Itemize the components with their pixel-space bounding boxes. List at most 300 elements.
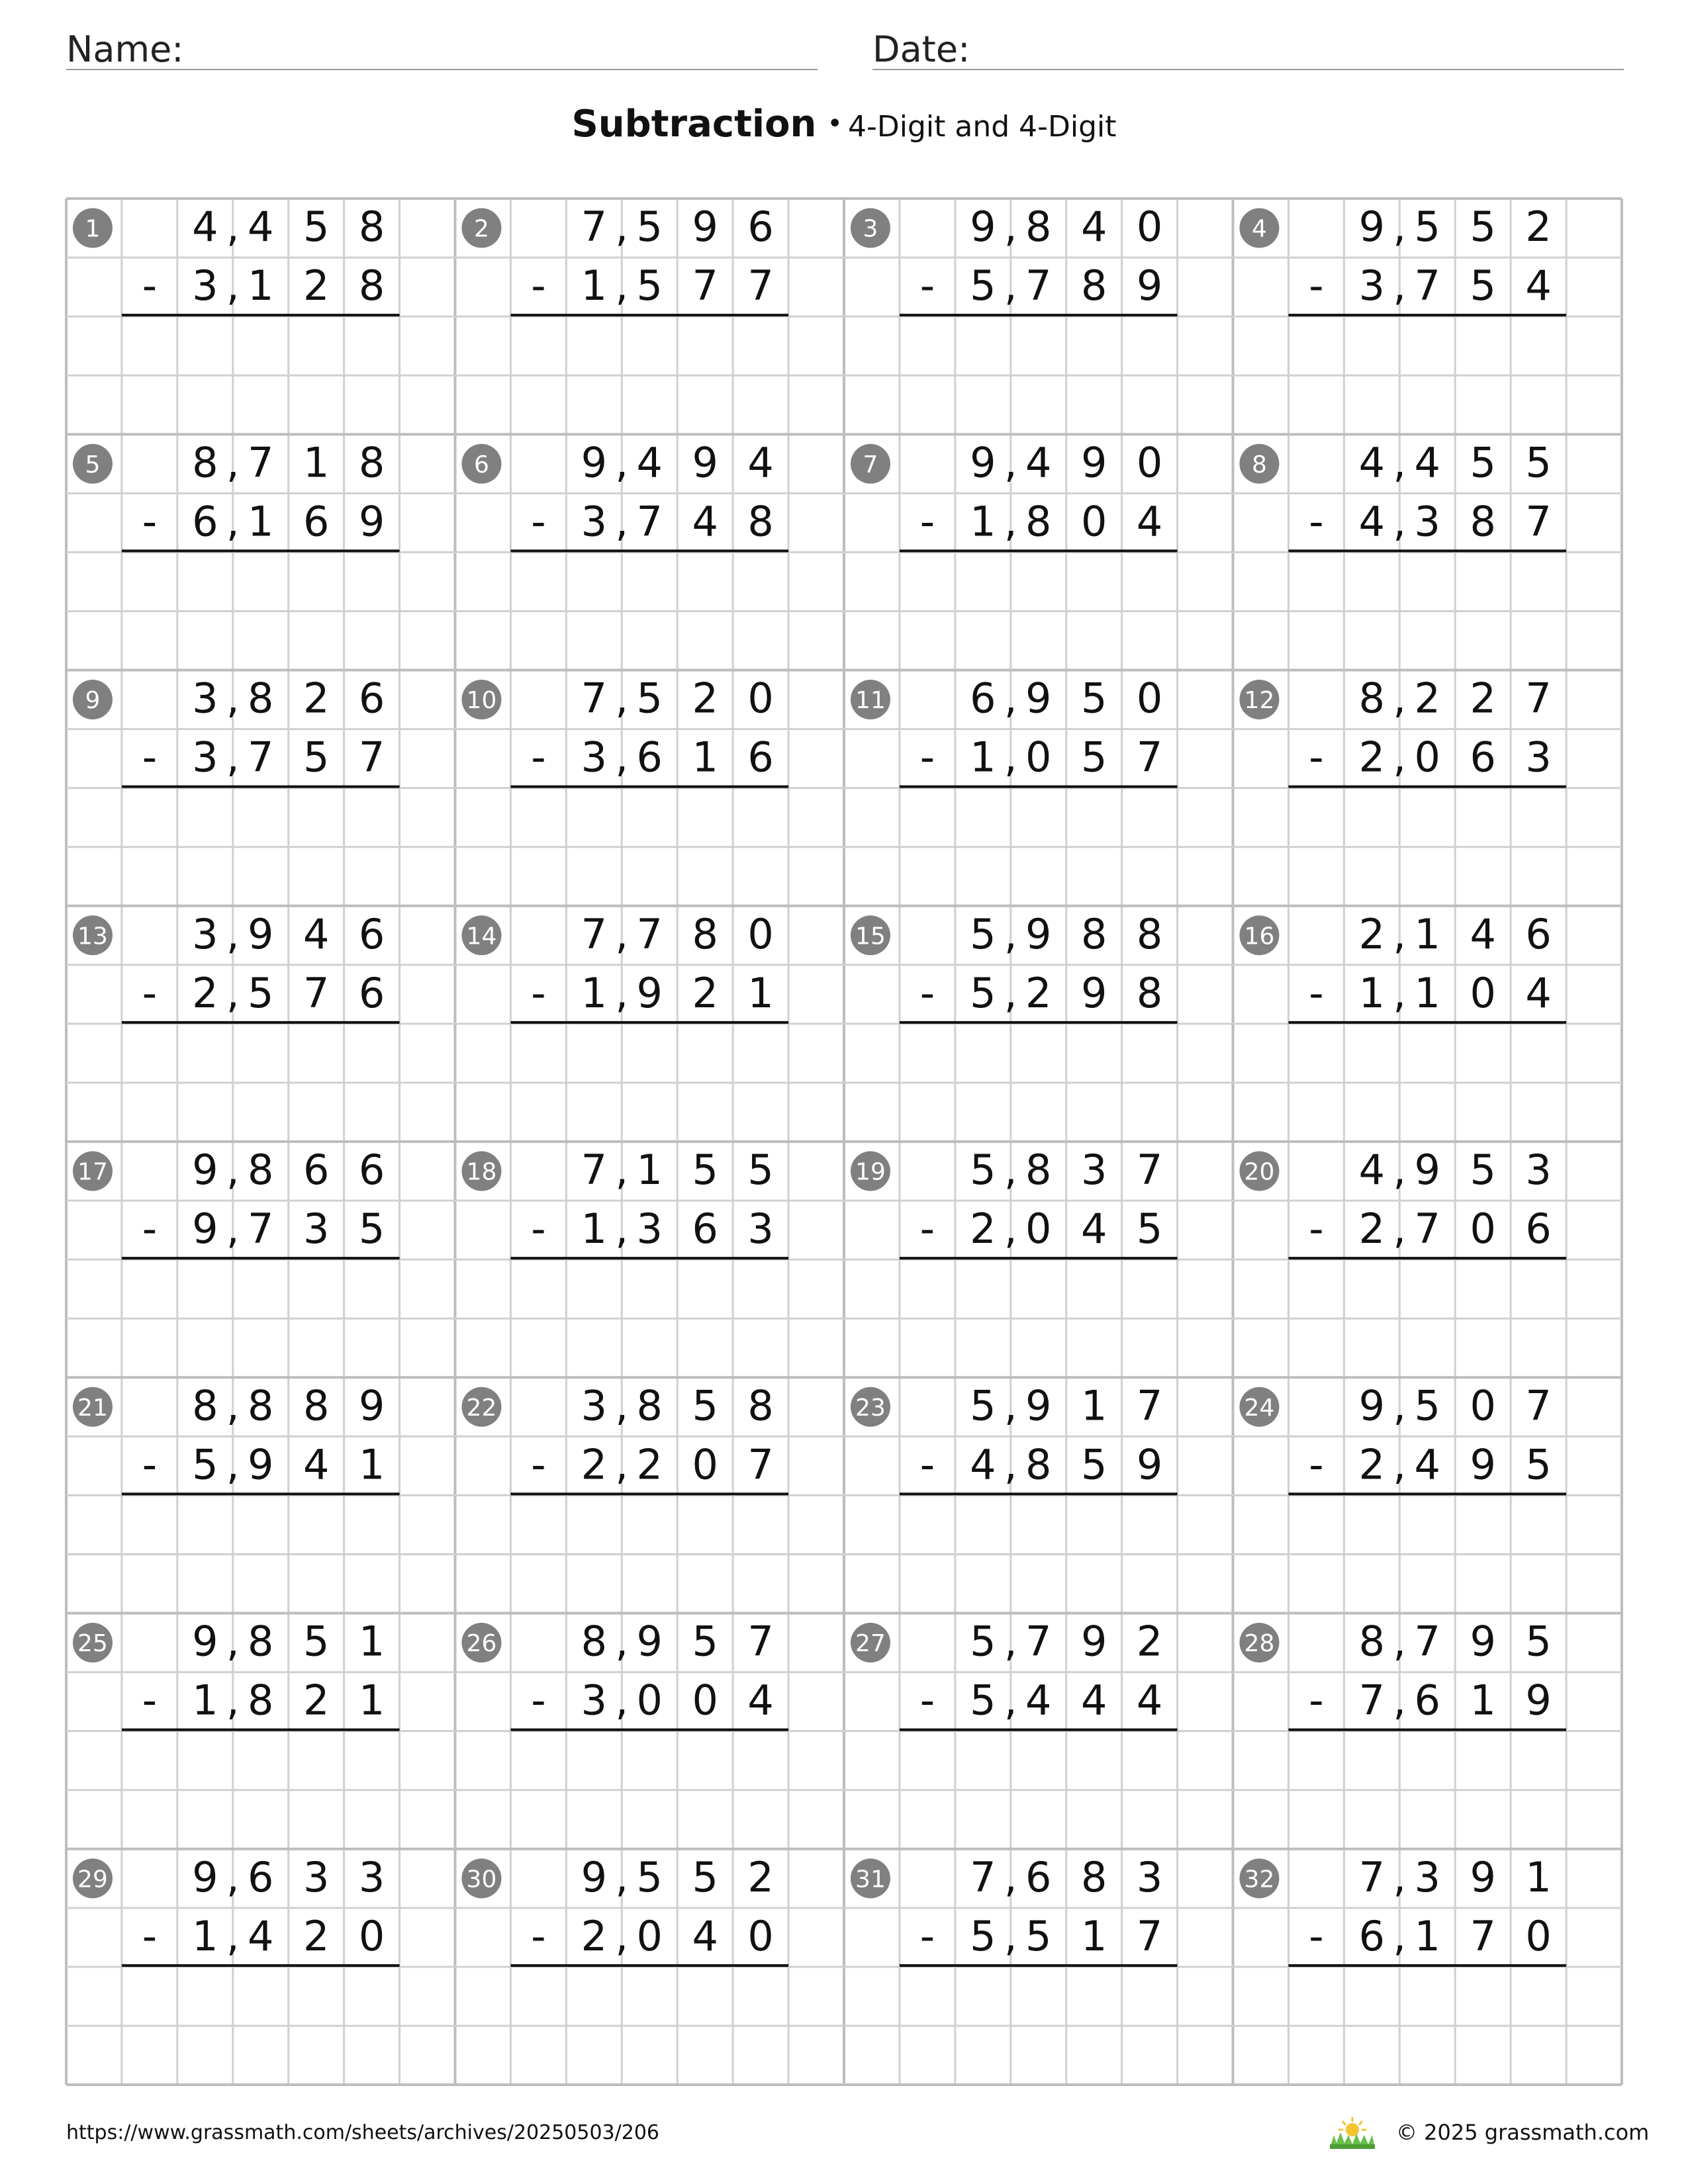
- problem-number: 25: [77, 1630, 108, 1658]
- subtrahend-digit: 6: [692, 1205, 718, 1253]
- minuend-digit: 1: [1414, 909, 1440, 958]
- subtrahend-digit: 9: [1525, 1676, 1552, 1725]
- minuend-digit: 2: [1470, 674, 1496, 723]
- minuend-digit: 7: [747, 1617, 774, 1666]
- minuend-digit: 6: [1025, 1852, 1052, 1901]
- minus-sign: -: [919, 1440, 935, 1489]
- minuend-digit: 8: [1358, 674, 1385, 723]
- minuend-comma: ,: [226, 1852, 240, 1901]
- footer-brand: [1327, 2114, 1649, 2151]
- subtrahend-digit: 2: [1358, 1440, 1385, 1489]
- subtrahend-digit: 6: [358, 968, 385, 1017]
- subtrahend-comma: ,: [1004, 497, 1017, 546]
- minuend-digit: 6: [358, 909, 385, 958]
- minuend-comma: ,: [1393, 438, 1407, 487]
- minus-sign: -: [531, 968, 546, 1017]
- subtrahend-digit: 3: [192, 261, 218, 310]
- minus-sign: -: [142, 497, 158, 546]
- subtrahend-digit: 5: [1470, 261, 1496, 310]
- minuend-digit: 5: [1470, 203, 1496, 251]
- minuend-digit: 4: [1358, 438, 1385, 487]
- subtrahend-digit: 1: [970, 497, 996, 546]
- subtrahend-digit: 7: [747, 261, 774, 310]
- problem-number: 24: [1244, 1394, 1275, 1422]
- minuend-digit: 7: [1358, 1852, 1385, 1901]
- footer-url[interactable]: https://www.grassmath.com/sheets/archives/20250503/206: [66, 2121, 660, 2144]
- subtrahend-digit: 1: [1358, 968, 1385, 1017]
- minuend-digit: 4: [1358, 1146, 1385, 1195]
- minus-sign: -: [919, 733, 935, 782]
- subtrahend-digit: 7: [636, 497, 663, 546]
- problem-number: 23: [855, 1394, 886, 1422]
- minuend-digit: 2: [692, 674, 718, 723]
- subtrahend-digit: 1: [581, 1205, 608, 1253]
- subtrahend-comma: ,: [226, 1205, 240, 1253]
- subtrahend-digit: 9: [1136, 1440, 1163, 1489]
- subtrahend-digit: 9: [1080, 968, 1107, 1017]
- subtrahend-comma: ,: [1393, 1911, 1407, 1960]
- subtrahend-comma: ,: [226, 1676, 240, 1725]
- minuend-digit: 4: [747, 438, 774, 487]
- minus-sign: -: [531, 1440, 546, 1489]
- subtrahend-digit: 1: [747, 968, 774, 1017]
- minus-sign: -: [142, 1676, 158, 1725]
- minuend-digit: 1: [636, 1146, 663, 1195]
- minuend-comma: ,: [1393, 1381, 1407, 1430]
- minuend-digit: 7: [970, 1852, 996, 1901]
- minuend-digit: 5: [636, 203, 663, 251]
- subtrahend-digit: 4: [1525, 261, 1552, 310]
- minuend-digit: 5: [1080, 674, 1107, 723]
- problem-number: 20: [1244, 1158, 1275, 1186]
- subtrahend-digit: 8: [358, 261, 385, 310]
- minuend-digit: 5: [1414, 1381, 1440, 1430]
- minuend-comma: ,: [1004, 674, 1017, 723]
- subtrahend-digit: 4: [747, 1676, 774, 1725]
- subtrahend-digit: 1: [192, 1676, 218, 1725]
- subtrahend-digit: 5: [358, 1205, 385, 1253]
- subtrahend-comma: ,: [615, 1676, 629, 1725]
- subtrahend-comma: ,: [615, 261, 629, 310]
- subtrahend-digit: 8: [747, 497, 774, 546]
- minuend-comma: ,: [1393, 1146, 1407, 1195]
- subtrahend-digit: 7: [1414, 261, 1440, 310]
- subtrahend-digit: 2: [581, 1440, 608, 1489]
- subtrahend-comma: ,: [1393, 968, 1407, 1017]
- minuend-digit: 8: [1358, 1617, 1385, 1666]
- subtrahend-digit: 2: [970, 1205, 996, 1253]
- subtrahend-digit: 0: [1025, 733, 1052, 782]
- minuend-comma: ,: [1004, 438, 1017, 487]
- subtrahend-digit: 3: [581, 733, 608, 782]
- subtrahend-digit: 4: [1025, 1676, 1052, 1725]
- minuend-digit: 9: [1080, 438, 1107, 487]
- subtrahend-digit: 1: [1414, 968, 1440, 1017]
- subtrahend-digit: 0: [358, 1911, 385, 1960]
- minuend-comma: ,: [1393, 1617, 1407, 1666]
- subtrahend-digit: 0: [692, 1676, 718, 1725]
- minuend-digit: 9: [1025, 674, 1052, 723]
- minuend-digit: 1: [358, 1617, 385, 1666]
- minuend-comma: ,: [1004, 1617, 1017, 1666]
- subtrahend-comma: ,: [615, 1911, 629, 1960]
- minus-sign: -: [1309, 497, 1324, 546]
- minuend-comma: ,: [1393, 674, 1407, 723]
- minuend-digit: 8: [1136, 909, 1163, 958]
- minus-sign: -: [531, 1205, 546, 1253]
- minuend-digit: 9: [1470, 1617, 1496, 1666]
- minuend-digit: 9: [692, 203, 718, 251]
- subtrahend-comma: ,: [1004, 1676, 1017, 1725]
- subtrahend-digit: 3: [1525, 733, 1552, 782]
- problem-number: 8: [1252, 451, 1267, 478]
- minus-sign: -: [142, 1440, 158, 1489]
- minuend-digit: 4: [248, 203, 274, 251]
- subtrahend-digit: 5: [1025, 1911, 1052, 1960]
- subtrahend-digit: 7: [1025, 261, 1052, 310]
- subtrahend-digit: 1: [1080, 1911, 1107, 1960]
- problem-number: 17: [77, 1158, 108, 1186]
- subtrahend-digit: 7: [1358, 1676, 1385, 1725]
- minuend-digit: 5: [692, 1146, 718, 1195]
- problem-number: 21: [77, 1394, 108, 1422]
- subtrahend-comma: ,: [615, 733, 629, 782]
- minuend-digit: 4: [1414, 438, 1440, 487]
- minuend-digit: 7: [1414, 1617, 1440, 1666]
- problem-number: 15: [855, 923, 886, 950]
- subtrahend-comma: ,: [1004, 1205, 1017, 1253]
- subtrahend-digit: 2: [1025, 968, 1052, 1017]
- minus-sign: -: [919, 1911, 935, 1960]
- subtrahend-comma: ,: [615, 1440, 629, 1489]
- minuend-digit: 5: [970, 1381, 996, 1430]
- minuend-digit: 7: [1525, 1381, 1552, 1430]
- subtrahend-digit: 6: [192, 497, 218, 546]
- minus-sign: -: [1309, 1205, 1324, 1253]
- minus-sign: -: [142, 1911, 158, 1960]
- minuend-comma: ,: [615, 1852, 629, 1901]
- minuend-digit: 7: [581, 674, 608, 723]
- subtrahend-digit: 3: [747, 1205, 774, 1253]
- subtrahend-comma: ,: [226, 497, 240, 546]
- minus-sign: -: [919, 1205, 935, 1253]
- minuend-digit: 9: [248, 909, 274, 958]
- subtrahend-digit: 4: [1358, 497, 1385, 546]
- minuend-comma: ,: [226, 1146, 240, 1195]
- subtrahend-digit: 9: [192, 1205, 218, 1253]
- minuend-digit: 9: [581, 1852, 608, 1901]
- subtrahend-digit: 2: [303, 1911, 330, 1960]
- minuend-digit: 0: [747, 909, 774, 958]
- minuend-comma: ,: [615, 203, 629, 251]
- problem-number: 9: [85, 687, 101, 715]
- minuend-digit: 5: [303, 1617, 330, 1666]
- minus-sign: -: [531, 497, 546, 546]
- minus-sign: -: [531, 261, 546, 310]
- minuend-digit: 3: [303, 1852, 330, 1901]
- date-label: Date:: [872, 28, 970, 70]
- minuend-digit: 9: [1470, 1852, 1496, 1901]
- subtrahend-digit: 4: [248, 1911, 274, 1960]
- problem-number: 11: [855, 687, 886, 715]
- minuend-comma: ,: [226, 674, 240, 723]
- subtrahend-digit: 5: [970, 1676, 996, 1725]
- minuend-digit: 5: [692, 1381, 718, 1430]
- minuend-digit: 2: [303, 674, 330, 723]
- subtrahend-digit: 6: [1470, 733, 1496, 782]
- subtrahend-comma: ,: [615, 497, 629, 546]
- grid-lines: [66, 199, 1622, 2085]
- minuend-digit: 3: [1080, 1146, 1107, 1195]
- minuend-digit: 9: [581, 438, 608, 487]
- minuend-digit: 3: [358, 1852, 385, 1901]
- minuend-digit: 8: [248, 674, 274, 723]
- subtrahend-digit: 1: [581, 968, 608, 1017]
- minuend-digit: 5: [970, 909, 996, 958]
- minuend-digit: 1: [303, 438, 330, 487]
- subtrahend-digit: 7: [1136, 1911, 1163, 1960]
- minuend-digit: 4: [303, 909, 330, 958]
- problem-number: 28: [1244, 1630, 1275, 1658]
- subtrahend-digit: 0: [747, 1911, 774, 1960]
- subtrahend-comma: ,: [226, 1911, 240, 1960]
- minus-sign: -: [1309, 261, 1324, 310]
- subtrahend-comma: ,: [1393, 1440, 1407, 1489]
- subtrahend-digit: 1: [358, 1440, 385, 1489]
- minuend-digit: 5: [1470, 1146, 1496, 1195]
- subtrahend-digit: 1: [1470, 1676, 1496, 1725]
- minuend-comma: ,: [1004, 909, 1017, 958]
- subtrahend-comma: ,: [1004, 733, 1017, 782]
- minuend-comma: ,: [1393, 203, 1407, 251]
- subtrahend-digit: 9: [1470, 1440, 1496, 1489]
- subtrahend-digit: 5: [1080, 1440, 1107, 1489]
- minuend-comma: ,: [1004, 1146, 1017, 1195]
- minuend-digit: 7: [248, 438, 274, 487]
- minuend-digit: 8: [192, 438, 218, 487]
- minuend-digit: 5: [692, 1617, 718, 1666]
- subtrahend-digit: 5: [303, 733, 330, 782]
- subtrahend-comma: ,: [615, 968, 629, 1017]
- subtrahend-comma: ,: [1004, 968, 1017, 1017]
- minuend-digit: 6: [248, 1852, 274, 1901]
- subtrahend-digit: 4: [1136, 497, 1163, 546]
- minuend-digit: 8: [303, 1381, 330, 1430]
- subtrahend-digit: 8: [1080, 261, 1107, 310]
- problem-number: 22: [466, 1394, 497, 1422]
- minuend-digit: 6: [358, 1146, 385, 1195]
- subtrahend-digit: 4: [1136, 1676, 1163, 1725]
- minus-sign: -: [1309, 1440, 1324, 1489]
- minuend-digit: 9: [1414, 1146, 1440, 1195]
- minuend-comma: ,: [1004, 1852, 1017, 1901]
- subtrahend-digit: 0: [636, 1676, 663, 1725]
- subtrahend-digit: 2: [1358, 1205, 1385, 1253]
- problem-number: 10: [466, 687, 497, 715]
- subtrahend-digit: 7: [1525, 497, 1552, 546]
- minuend-digit: 9: [970, 438, 996, 487]
- minuend-digit: 9: [1358, 203, 1385, 251]
- subtrahend-digit: 1: [248, 497, 274, 546]
- subtrahend-comma: ,: [1393, 261, 1407, 310]
- minuend-digit: 2: [1414, 674, 1440, 723]
- subtrahend-digit: 0: [692, 1440, 718, 1489]
- minuend-digit: 6: [970, 674, 996, 723]
- subtrahend-digit: 3: [1414, 497, 1440, 546]
- problem-number: 12: [1244, 687, 1275, 715]
- minuend-comma: ,: [1393, 1852, 1407, 1901]
- subtrahend-comma: ,: [1393, 1205, 1407, 1253]
- subtrahend-digit: 7: [358, 733, 385, 782]
- subtrahend-digit: 5: [970, 968, 996, 1017]
- subtrahend-digit: 1: [248, 261, 274, 310]
- subtrahend-digit: 8: [1136, 968, 1163, 1017]
- minuend-digit: 8: [358, 438, 385, 487]
- minuend-digit: 3: [1414, 1852, 1440, 1901]
- minuend-digit: 3: [192, 909, 218, 958]
- minuend-comma: ,: [615, 674, 629, 723]
- minuend-digit: 5: [1525, 1617, 1552, 1666]
- minuend-digit: 2: [747, 1852, 774, 1901]
- minuend-digit: 7: [1136, 1146, 1163, 1195]
- minuend-digit: 5: [1414, 203, 1440, 251]
- subtrahend-digit: 5: [1080, 733, 1107, 782]
- minuend-digit: 3: [1525, 1146, 1552, 1195]
- problem-number: 30: [466, 1866, 497, 1893]
- subtrahend-digit: 4: [1525, 968, 1552, 1017]
- problem-number: 14: [466, 923, 497, 950]
- minuend-digit: 4: [1025, 438, 1052, 487]
- minuend-digit: 8: [1025, 1146, 1052, 1195]
- minuend-digit: 9: [970, 203, 996, 251]
- subtrahend-comma: ,: [1004, 1440, 1017, 1489]
- title-separator: •: [827, 109, 843, 139]
- minus-sign: -: [142, 1205, 158, 1253]
- subtrahend-comma: ,: [1393, 1676, 1407, 1725]
- subtrahend-digit: 1: [358, 1676, 385, 1725]
- minus-sign: -: [142, 733, 158, 782]
- subtrahend-digit: 1: [192, 1911, 218, 1960]
- minuend-digit: 6: [358, 674, 385, 723]
- minuend-digit: 8: [358, 203, 385, 251]
- problem-number: 13: [77, 923, 108, 950]
- minuend-digit: 8: [248, 1381, 274, 1430]
- subtrahend-digit: 2: [581, 1911, 608, 1960]
- minus-sign: -: [919, 968, 935, 1017]
- minuend-digit: 7: [1136, 1381, 1163, 1430]
- subtrahend-digit: 9: [636, 968, 663, 1017]
- subtrahend-digit: 0: [636, 1911, 663, 1960]
- minuend-digit: 6: [1525, 909, 1552, 958]
- subtrahend-digit: 3: [192, 733, 218, 782]
- minuend-digit: 8: [1080, 1852, 1107, 1901]
- minuend-digit: 4: [192, 203, 218, 251]
- subtrahend-digit: 2: [1358, 733, 1385, 782]
- subtrahend-digit: 6: [636, 733, 663, 782]
- minuend-comma: ,: [226, 1381, 240, 1430]
- subtrahend-digit: 2: [303, 261, 330, 310]
- subtrahend-digit: 2: [692, 968, 718, 1017]
- subtrahend-digit: 2: [192, 968, 218, 1017]
- minuend-digit: 0: [1136, 203, 1163, 251]
- minuend-digit: 9: [1025, 1381, 1052, 1430]
- minus-sign: -: [531, 1676, 546, 1725]
- minuend-comma: ,: [615, 909, 629, 958]
- minuend-digit: 7: [636, 909, 663, 958]
- subtrahend-digit: 5: [1136, 1205, 1163, 1253]
- minuend-digit: 6: [747, 203, 774, 251]
- problem-number: 7: [863, 451, 878, 478]
- subtrahend-digit: 7: [1414, 1205, 1440, 1253]
- minuend-digit: 0: [1136, 438, 1163, 487]
- subtrahend-digit: 6: [1414, 1676, 1440, 1725]
- minuend-digit: 9: [1080, 1617, 1107, 1666]
- minuend-digit: 5: [636, 1852, 663, 1901]
- subtrahend-digit: 4: [970, 1440, 996, 1489]
- minus-sign: -: [919, 497, 935, 546]
- problem-number: 29: [77, 1866, 108, 1893]
- minuend-digit: 6: [303, 1146, 330, 1195]
- subtrahend-digit: 3: [636, 1205, 663, 1253]
- problem-number: 6: [474, 451, 489, 478]
- minuend-digit: 8: [1025, 203, 1052, 251]
- problem-number: 18: [466, 1158, 497, 1186]
- subtrahend-comma: ,: [226, 261, 240, 310]
- subtrahend-digit: 9: [1136, 261, 1163, 310]
- subtrahend-digit: 7: [303, 968, 330, 1017]
- subtrahend-digit: 5: [1525, 1440, 1552, 1489]
- minuend-comma: ,: [226, 909, 240, 958]
- name-label: Name:: [66, 28, 184, 70]
- subtrahend-digit: 6: [747, 733, 774, 782]
- minuend-digit: 4: [1470, 909, 1496, 958]
- problem-number: 32: [1244, 1866, 1275, 1893]
- minuend-digit: 5: [1470, 438, 1496, 487]
- grass-sun-logo-icon: [1327, 2115, 1378, 2150]
- subtrahend-digit: 3: [581, 1676, 608, 1725]
- subtrahend-digit: 3: [1358, 261, 1385, 310]
- minuend-digit: 5: [970, 1617, 996, 1666]
- minus-sign: -: [1309, 733, 1324, 782]
- minuend-digit: 3: [581, 1381, 608, 1430]
- minus-sign: -: [531, 1911, 546, 1960]
- subtrahend-digit: 1: [970, 733, 996, 782]
- minuend-digit: 9: [692, 438, 718, 487]
- problem-number: 16: [1244, 923, 1275, 950]
- subtrahend-digit: 6: [303, 497, 330, 546]
- minuend-digit: 8: [248, 1146, 274, 1195]
- subtrahend-digit: 7: [1470, 1911, 1496, 1960]
- problem-number: 31: [855, 1866, 886, 1893]
- subtrahend-digit: 7: [248, 733, 274, 782]
- subtrahend-digit: 9: [248, 1440, 274, 1489]
- minuend-comma: ,: [1004, 1381, 1017, 1430]
- subtrahend-digit: 4: [692, 497, 718, 546]
- subtrahend-digit: 5: [970, 261, 996, 310]
- minuend-digit: 8: [636, 1381, 663, 1430]
- minuend-digit: 3: [192, 674, 218, 723]
- minuend-digit: 0: [747, 674, 774, 723]
- problem-number: 26: [466, 1630, 497, 1658]
- minuend-comma: ,: [1393, 909, 1407, 958]
- minuend-digit: 5: [1525, 438, 1552, 487]
- minuend-digit: 1: [1080, 1381, 1107, 1430]
- minuend-digit: 4: [1080, 203, 1107, 251]
- minuend-digit: 8: [1080, 909, 1107, 958]
- minuend-digit: 1: [1525, 1852, 1552, 1901]
- minuend-digit: 9: [636, 1617, 663, 1666]
- minuend-digit: 8: [192, 1381, 218, 1430]
